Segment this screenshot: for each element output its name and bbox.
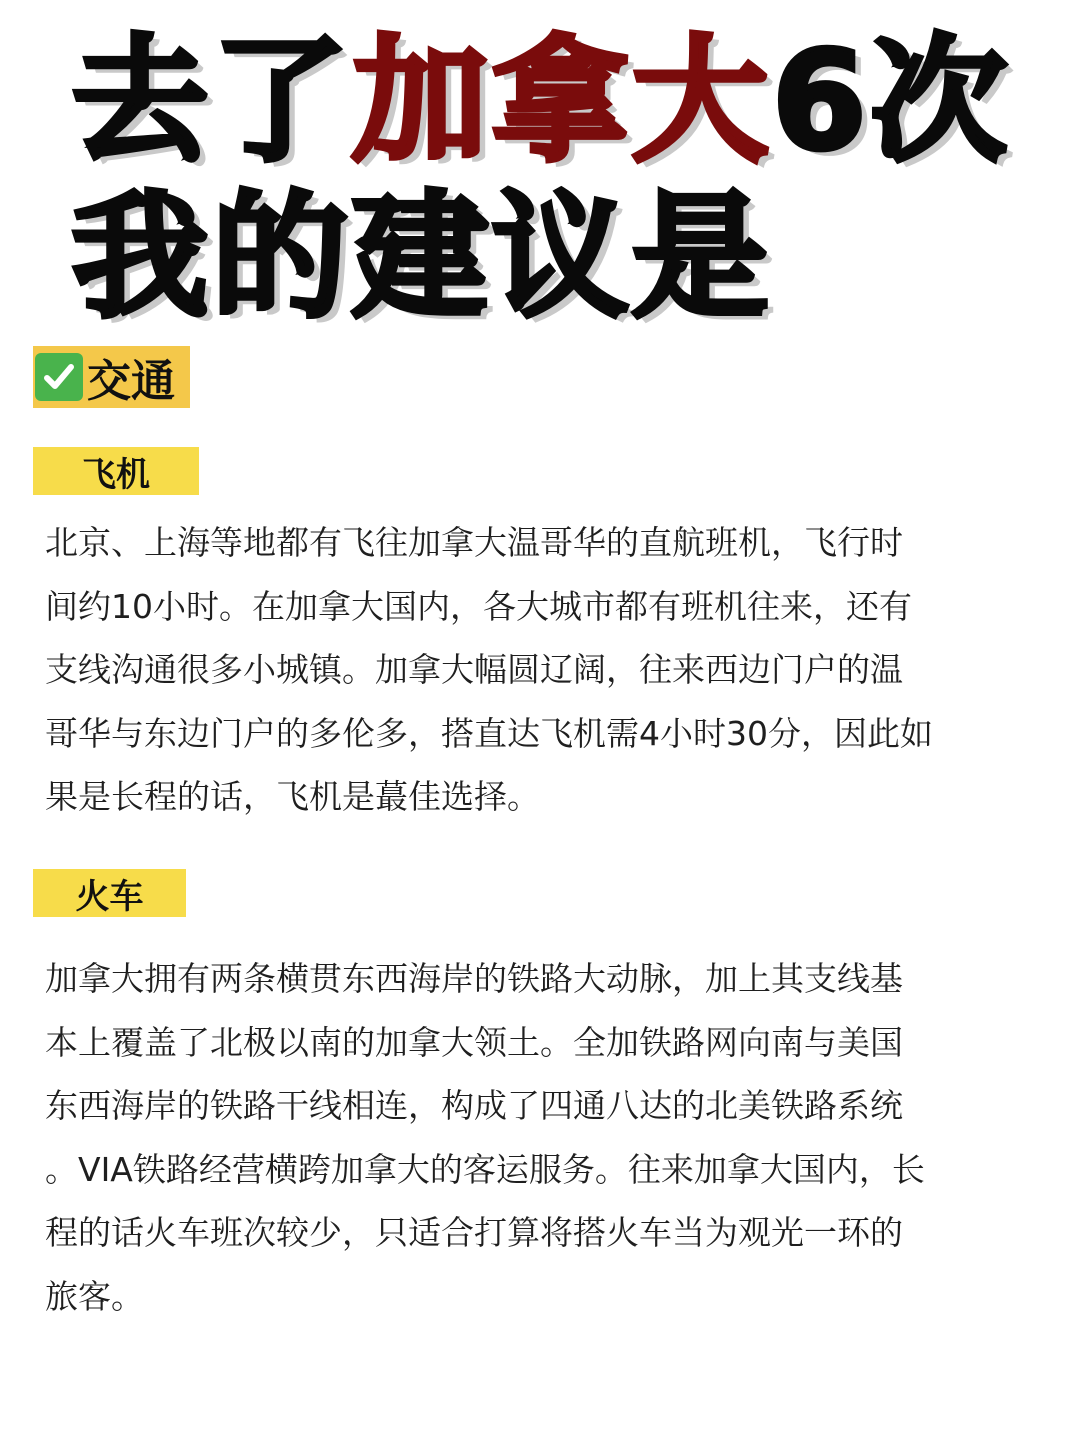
- subheading-plane: 飞机: [33, 447, 199, 495]
- section-heading-text: 交通: [87, 356, 175, 407]
- title-line-2: 我的建议是: [72, 179, 772, 337]
- title-prefix: 去了: [72, 23, 352, 181]
- subheading-train: 火车: [33, 869, 186, 917]
- title-highlight-canada: 加拿大: [352, 23, 772, 181]
- title-suffix: 6次: [772, 23, 1011, 181]
- section-heading-transport: [33, 346, 190, 408]
- paragraph-train: 加拿大拥有两条横贯东西海岸的铁路大动脉，加上其支线基 本上覆盖了北极以南的加拿大领土。全加铁路网向南与美国 东西海岸的铁路干线相连，构成了四通八达的北美铁路系统 。VIA铁路经营横跨加拿大的客运服务。往来加拿大国内，长 程的话火车班次较少，只适合打算将搭火车当为观光一环的 旅客。: [45, 959, 925, 1316]
- title-line-1: [72, 23, 1011, 181]
- paragraph-plane: 北京、上海等地都有飞往加拿大温哥华的直航班机，飞行时 间约10小时。在加拿大国内，各大城市都有班机往来，还有 支线沟通很多小城镇。加拿大幅圆辽阔，往来西边门户的温 哥华与东边门户的多伦多，搭直达飞机需4小时30分，因此如 果是长程的话，飞机是蕞佳选择。: [45, 523, 933, 816]
- check-mark-icon: [35, 353, 83, 401]
